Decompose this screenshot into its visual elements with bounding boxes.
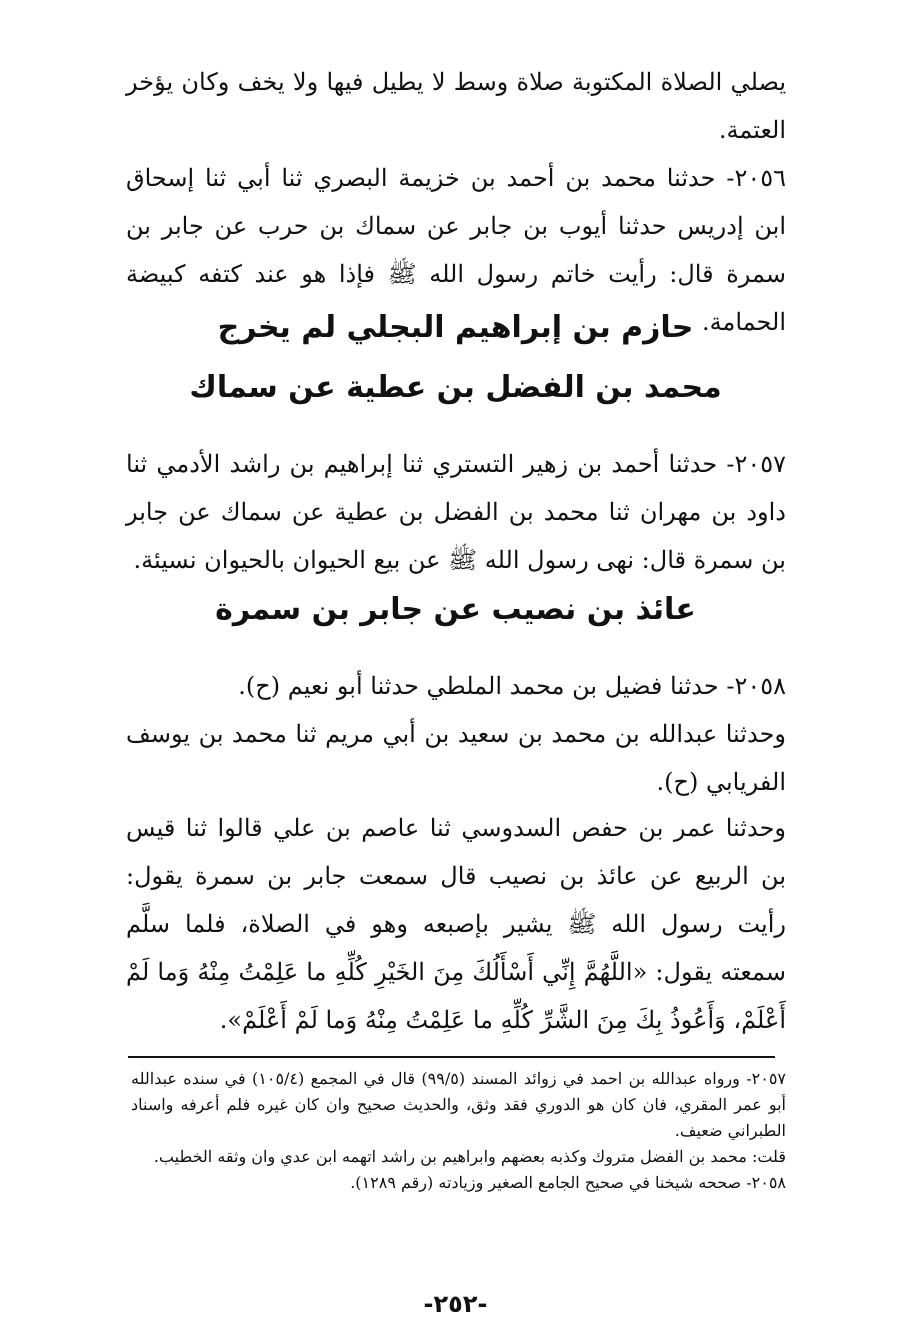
page-number: -٢٥٢-: [423, 1290, 488, 1318]
hadith-2056: ٢٠٥٦- حدثنا محمد بن أحمد بن خزيمة البصري ثنا أبي ثنا إسحاق ابن إدريس حدثنا أيوب بن جابر عن سماك بن حرب عن جابر بن سمرة قال: رأيت خاتم رسول الله ﷺ فإذا هو عند كتفه كبيضة الحمامة.: [126, 164, 786, 336]
hadith-2058-chain-3: وحدثنا عمر بن حفص السدوسي ثنا عاصم بن علي قالوا ثنا قيس بن الربيع عن عائذ بن نصيب قال سمعت جابر بن سمرة يقول: رأيت رسول الله ﷺ يشير بإصبعه وهو في الصلاة، فلما سلَّم سمعته يقول: «اللَّهُمَّ إِنِّي أَسْأَلُكَ مِنَ الخَيْرِ كُلِّهِ ما عَلِمْتُ مِنْهُ وَما لَمْ أَعْلَمْ، وَأَعُوذُ بِكَ مِنَ الشَّرِّ كُلِّهِ ما عَلِمْتُ مِنْهُ وَما لَمْ أَعْلَمْ».: [126, 814, 787, 1034]
footnote-divider: [128, 1056, 775, 1058]
hadith-2057: ٢٠٥٧- حدثنا أحمد بن زهير التستري ثنا إبراهيم بن راشد الأدمي ثنا داود بن مهران ثنا محمد بن الفضل بن عطية عن سماك عن جابر بن سمرة قال: نهى رسول الله ﷺ عن بيع الحيوان بالحيوان نسيئة.: [126, 450, 786, 574]
footnotes: [131, 1066, 786, 1196]
footnote-2057: ٢٠٥٧- ورواه عبدالله بن احمد في زوائد المسند (٩٩/٥) قال في المجمع (١٠٥/٤) في سنده عبدالله أبو عمر المقري، فان كان هو الدوري فقد وثق، والحديث صحيح وان كان غيره فلم أعرفه واسناد الطبراني ضعيف.: [131, 1069, 787, 1140]
section-heading-muhammad: محمد بن الفضل بن عطية عن سماك: [189, 370, 722, 405]
section-heading-aidh: عائذ بن نصيب عن جابر بن سمرة: [215, 592, 696, 627]
hadith-2058-chain-2: وحدثنا عبدالله بن محمد بن سعيد بن أبي مريم ثنا محمد بن يوسف الفريابي (ح).: [126, 720, 786, 796]
footnote-note: قلت: محمد بن الفضل متروك وكذبه بعضهم وابراهيم بن راشد اتهمه ابن عدي وان وثقه الخطيب.: [153, 1147, 786, 1166]
section-heading-hazim: حازم بن إبراهيم البجلي لم يخرج: [217, 310, 694, 345]
footnote-2058: ٢٠٥٨- صححه شيخنا في صحيح الجامع الصغير وزيادته (رقم ١٢٨٩).: [350, 1173, 786, 1192]
paragraph-continuation: يصلي الصلاة المكتوبة صلاة وسط لا يطيل فيها ولا يخف وكان يؤخر العتمة.: [126, 68, 786, 144]
hadith-2058: ٢٠٥٨- حدثنا فضيل بن محمد الملطي حدثنا أبو نعيم (ح).: [238, 672, 786, 700]
